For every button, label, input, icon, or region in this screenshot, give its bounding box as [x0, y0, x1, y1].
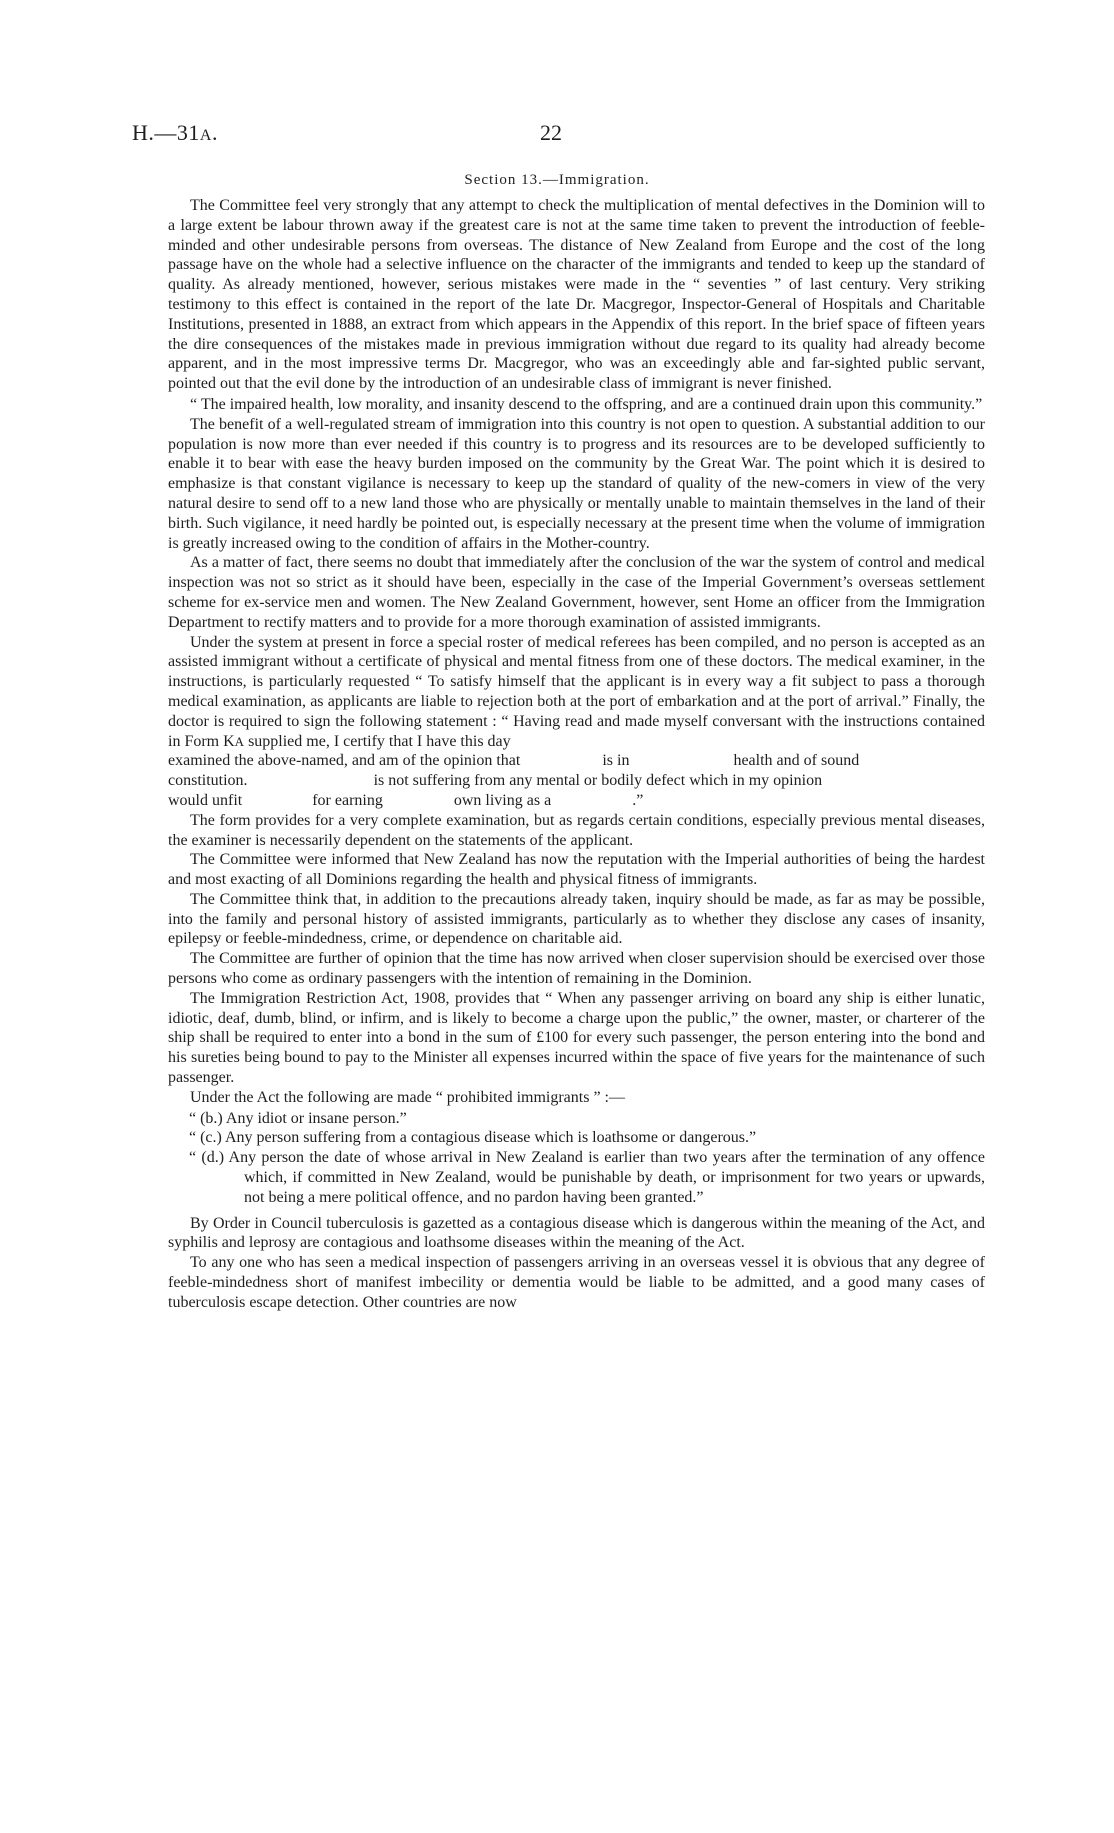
list-item: “ (d.) Any person the date of whose arrival in New Zealand is earlier than two years after the termination of any offence which, if committed in New Zealand, would be punishable by death, or imprisonment for two years or upwards, not being a mere political offence, and no pardon having been granted.” [189, 1149, 985, 1206]
page-number: 22 [540, 120, 562, 145]
section-heading: Section 13.—Immigration. [464, 172, 650, 188]
paragraph-form-statement: Under the system at present in force a special roster of medical referees has been compiled, and no person is accepted as an assisted immigrant without a certificate of physical and mental fitness from one of these doctors. The medical examiner, in the instructions, is particularly requested “ To satisfy himself that the applicant is in every way a fit subject to pass a thorough medical examination, as applicants are liable to rejection both at the port of embarkation and at the port of arrival.” Finally, the doctor is required to sign the following statement : “ Having read and made myself conversant with the instructions contained in Form KA supplied me, I certify that I have this day examined the above-named, and am of the opinion that is in health and of sound constitution. is not suffering from any mental or bodily defect which in my opinion would unfit for earning own living as a .” [168, 633, 985, 809]
list-item: “ (b.) Any idiot or insane person.” [189, 1109, 407, 1127]
list-item: “ (c.) Any person suffering from a contagious disease which is loathsome or dangerous.” [189, 1129, 757, 1147]
paragraph: The form provides for a very complete examination, but as regards certain conditions, especially previous mental diseases, the examiner is necessarily dependent on the statements of the applicant. [168, 811, 985, 849]
paragraph: The Committee feel very strongly that any attempt to check the multiplication of mental defectives in the Dominion will to a large extent be labour thrown away if the greatest care is not at the same time taken to prevent the introduction of feeble-minded and other undesirable persons from overseas. The distance of New Zealand from Europe and the cost of the long passage have on the whole had a selective influence on the character of the immigrants and tended to keep up the standard of quality. As already mentioned, however, serious mistakes were made in the “ seventies ” of last century. Very striking testimony to this effect is contained in the report of the late Dr. Macgregor, Inspector-General of Hospitals and Charitable Institutions, presented in 1888, an extract from which appears in the Appendix of this report. In the brief space of fifteen years the dire consequences of the mistakes made in previous immigration without due regard to its quality had already become apparent, and in the most impressive terms Dr. Macgregor, who was an exceedingly able and far-sighted public servant, pointed out that the evil done by the introduction of an undesirable class of immigrant is never finished. [168, 197, 985, 393]
form-line: examined the above-named, and am of the opinion that is in health and of sound [168, 752, 860, 770]
paragraph: The Committee were informed that New Zealand has now the reputation with the Imperial authorities of being the hardest and most exacting of all Dominions regarding the health and physical fitness of immigrants. [168, 851, 985, 889]
body-text [168, 196, 985, 1313]
paragraph: To any one who has seen a medical inspection of passengers arriving in an overseas vessel it is obvious that any degree of feeble-mindedness short of manifest imbecility or dementia would be liable to be admitted, and a good many cases of tuberculosis escape detection. Other countries are now [168, 1254, 985, 1311]
report-reference: H.—31A. [132, 120, 218, 145]
form-line: constitution. is not suffering from any mental or bodily defect which in my opinion [168, 772, 823, 790]
quotation-paragraph: “ The impaired health, low morality, and insanity descend to the offspring, and are a continued drain upon this community.” [190, 395, 983, 413]
prohibited-immigrants-list [168, 1109, 985, 1208]
paragraph: The benefit of a well-regulated stream of immigration into this country is not open to question. A substantial addition to our population is now more than ever needed if this country is to progress and its resources are to be developed sufficiently to enable it to bear with ease the heavy burden imposed on the community by the Great War. The point which it is desired to emphasize is that constant vigilance is necessary to keep up the standard of quality of the new-comers in view of the very natural desire to send off to a new land those who are physically or mentally unable to maintain themselves in the land of their birth. Such vigilance, it need hardly be pointed out, is especially necessary at the present time when the volume of immigration is greatly increased owing to the condition of affairs in the Mother-country. [168, 415, 985, 552]
paragraph: As a matter of fact, there seems no doubt that immediately after the conclusion of the war the system of control and medical inspection was not so strict as it should have been, especially in the case of the Imperial Government’s overseas settlement scheme for ex-service men and women. The New Zealand Government, however, sent Home an officer from the Immigration Department to rectify matters and to provide for a more thorough examination of assisted immigrants. [168, 554, 985, 631]
paragraph: By Order in Council tuberculosis is gazetted as a contagious disease which is dangerous within the meaning of the Act, and syphilis and leprosy are contagious and loathsome diseases within the meaning of the Act. [168, 1214, 985, 1252]
paragraph: Under the Act the following are made “ prohibited immigrants ” :— [190, 1088, 625, 1106]
form-line: would unfit for earning own living as a .” [168, 791, 644, 809]
paragraph: The Committee think that, in addition to the precautions already taken, inquiry should be made, as far as may be possible, into the family and personal history of assisted immigrants, particularly as to whether they disclose any cases of insanity, epilepsy or feeble-mindedness, crime, or dependence on charitable aid. [168, 890, 985, 948]
paragraph: The Immigration Restriction Act, 1908, provides that “ When any passenger arriving on board any ship is either lunatic, idiotic, deaf, dumb, blind, or infirm, and is likely to become a charge upon the public,” the owner, master, or charterer of the ship shall be required to enter into a bond in the sum of £100 for every such passenger, the person entering into the bond and his sureties being bound to pay to the Minister all expenses incurred within the space of five years for the maintenance of such passenger. [168, 989, 985, 1087]
reference-suffix: A [199, 127, 212, 144]
paragraph: The Committee are further of opinion that the time has now arrived when closer supervision should be exercised over those persons who come as ordinary passengers with the intention of remaining in the Dominion. [168, 950, 985, 988]
